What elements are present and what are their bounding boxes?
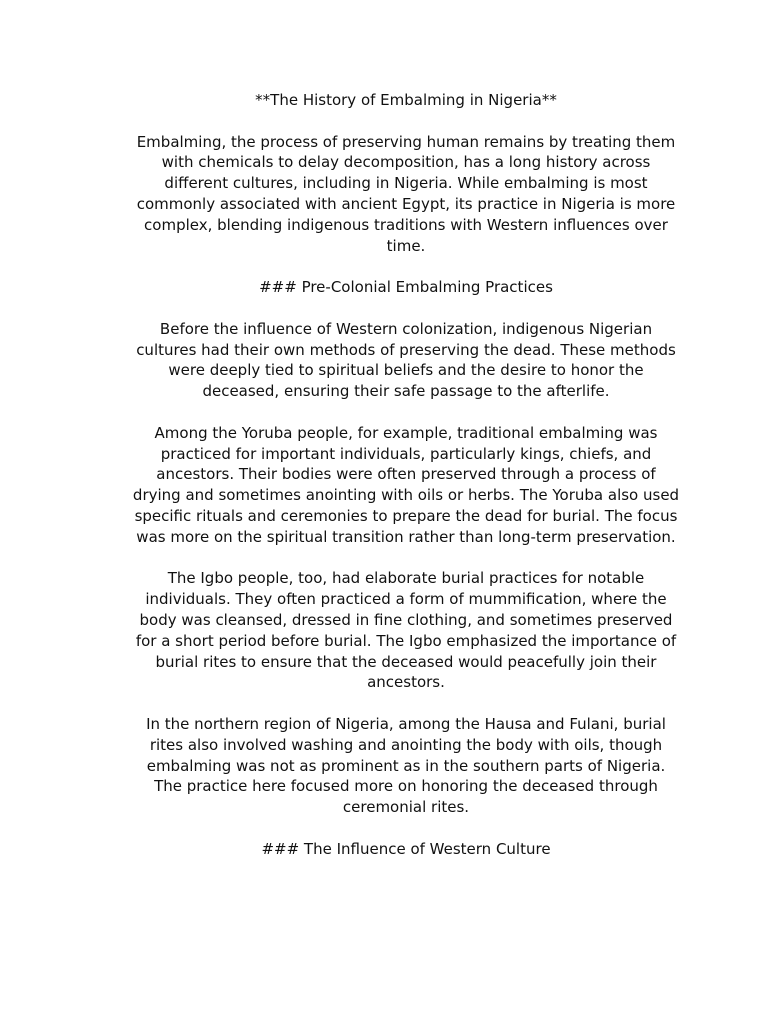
intro-paragraph: Embalming, the process of preserving human remains by treating them with chemicals to delay decomposition, has a long history across different cultures, including in Nigeria. While embalming is most commonly associated with ancient Egypt, its practice in Nigeria is more complex, blending indigenous traditions with Western influences over time. (136, 132, 676, 255)
section-heading-pre-colonial: ### Pre-Colonial Embalming Practices (259, 278, 553, 297)
section-heading-western-influence: ### The Influence of Western Culture (261, 839, 551, 858)
paragraph-igbo: The Igbo people, too, had elaborate burial practices for notable individuals. They often practiced a form of mummification, where the body was cleansed, dressed in fine clothing, and sometimes preserved for a short period before burial. The Igbo emphasized the importance of burial rites to ensure that the deceased would peacefully join their ancestors. (135, 569, 677, 692)
document-page (132, 90, 680, 880)
document-title: **The History of Embalming in Nigeria** (255, 91, 557, 109)
paragraph-hausa-fulani: In the northern region of Nigeria, among the Hausa and Fulani, burial rites also involved washing and anointing the body with oils, though embalming was not as prominent as in the southern parts of Nigeria. The practice here focused more on honoring the deceased through ceremonial rites. (146, 714, 666, 817)
paragraph-yoruba: Among the Yoruba people, for example, traditional embalming was practiced for important individuals, particularly kings, chiefs, and ancestors. Their bodies were often preserved through a process of drying and sometimes anointing with oils or herbs. The Yoruba also used specific rituals and ceremonies to prepare the dead for burial. The focus was more on the spiritual transition rather than long-term preservation. (132, 423, 680, 546)
paragraph-before-colonization: Before the influence of Western colonization, indigenous Nigerian cultures had their own methods of preserving the dead. These methods were deeply tied to spiritual beliefs and the desire to honor the deceased, ensuring their safe passage to the afterlife. (136, 319, 676, 401)
